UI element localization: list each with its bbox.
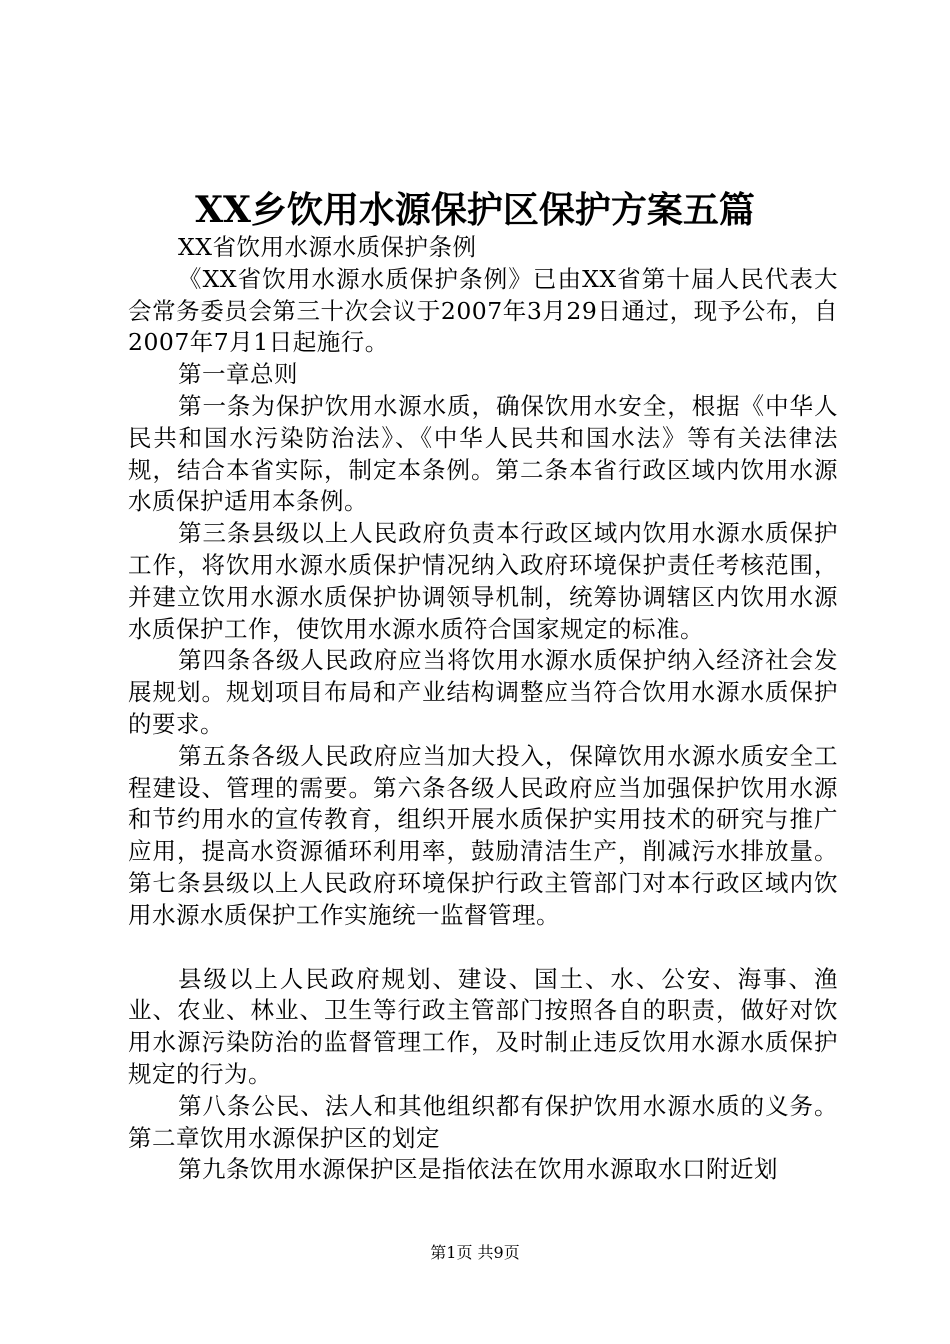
paragraph: 第三条县级以上人民政府负责本行政区域内饮用水源水质保护工作，将饮用水源水质保护情况纳入政府环境保护责任考核范围，并建立饮用水源水质保护协调领导机制，统筹协调辖区内饮用水源水质保护工作，使饮用水源水质符合国家规定的标准。 <box>128 519 838 643</box>
document-body <box>128 232 838 1186</box>
document-title: XX乡饮用水源保护区保护方案五篇 <box>195 189 755 231</box>
paragraph: 县级以上人民政府规划、建设、国土、水、公安、海事、渔业、农业、林业、卫生等行政主管部门按照各自的职责，做好对饮用水源污染防治的监督管理工作，及时制止违反饮用水源水质保护规定的行为。 <box>128 964 838 1088</box>
paragraph: 第一条为保护饮用水源水质，确保饮用水安全，根据《中华人民共和国水污染防治法》、《中华人民共和国水法》等有关法律法规，结合本省实际，制定本条例。第二条本省行政区域内饮用水源水质保护适用本条例。 <box>128 391 838 516</box>
paragraph: 第五条各级人民政府应当加大投入，保障饮用水源水质安全工程建设、管理的需要。第六条各级人民政府应当加强保护饮用水源和节约用水的宣传教育，组织开展水质保护实用技术的研究与推广应用，提高水资源循环利用率，鼓励清洁生产，削减污水排放量。第七条县级以上人民政府环境保护行政主管部门对本行政区域内饮用水源水质保护工作实施统一监督管理。 <box>128 741 838 929</box>
paragraph: 第四条各级人民政府应当将饮用水源水质保护纳入经济社会发展规划。规划项目布局和产业结构调整应当符合饮用水源水质保护的要求。 <box>128 646 838 738</box>
paragraph: 《XX省饮用水源水质保护条例》已由XX省第十届人民代表大会常务委员会第三十次会议于2007年3月29日通过，现予公布，自2007年7月1日起施行。 <box>128 264 838 357</box>
paragraph: 第八条公民、法人和其他组织都有保护饮用水源水质的义务。第二章饮用水源保护区的划定 <box>128 1091 838 1152</box>
paragraph: 第九条饮用水源保护区是指依法在饮用水源取水口附近划 <box>178 1155 778 1184</box>
paragraph-gap <box>128 932 838 964</box>
page-footer: 第1页 共9页 <box>430 1243 520 1262</box>
chapter-heading: 第一章总则 <box>178 360 298 389</box>
paragraph: XX省饮用水源水质保护条例 <box>178 233 477 261</box>
